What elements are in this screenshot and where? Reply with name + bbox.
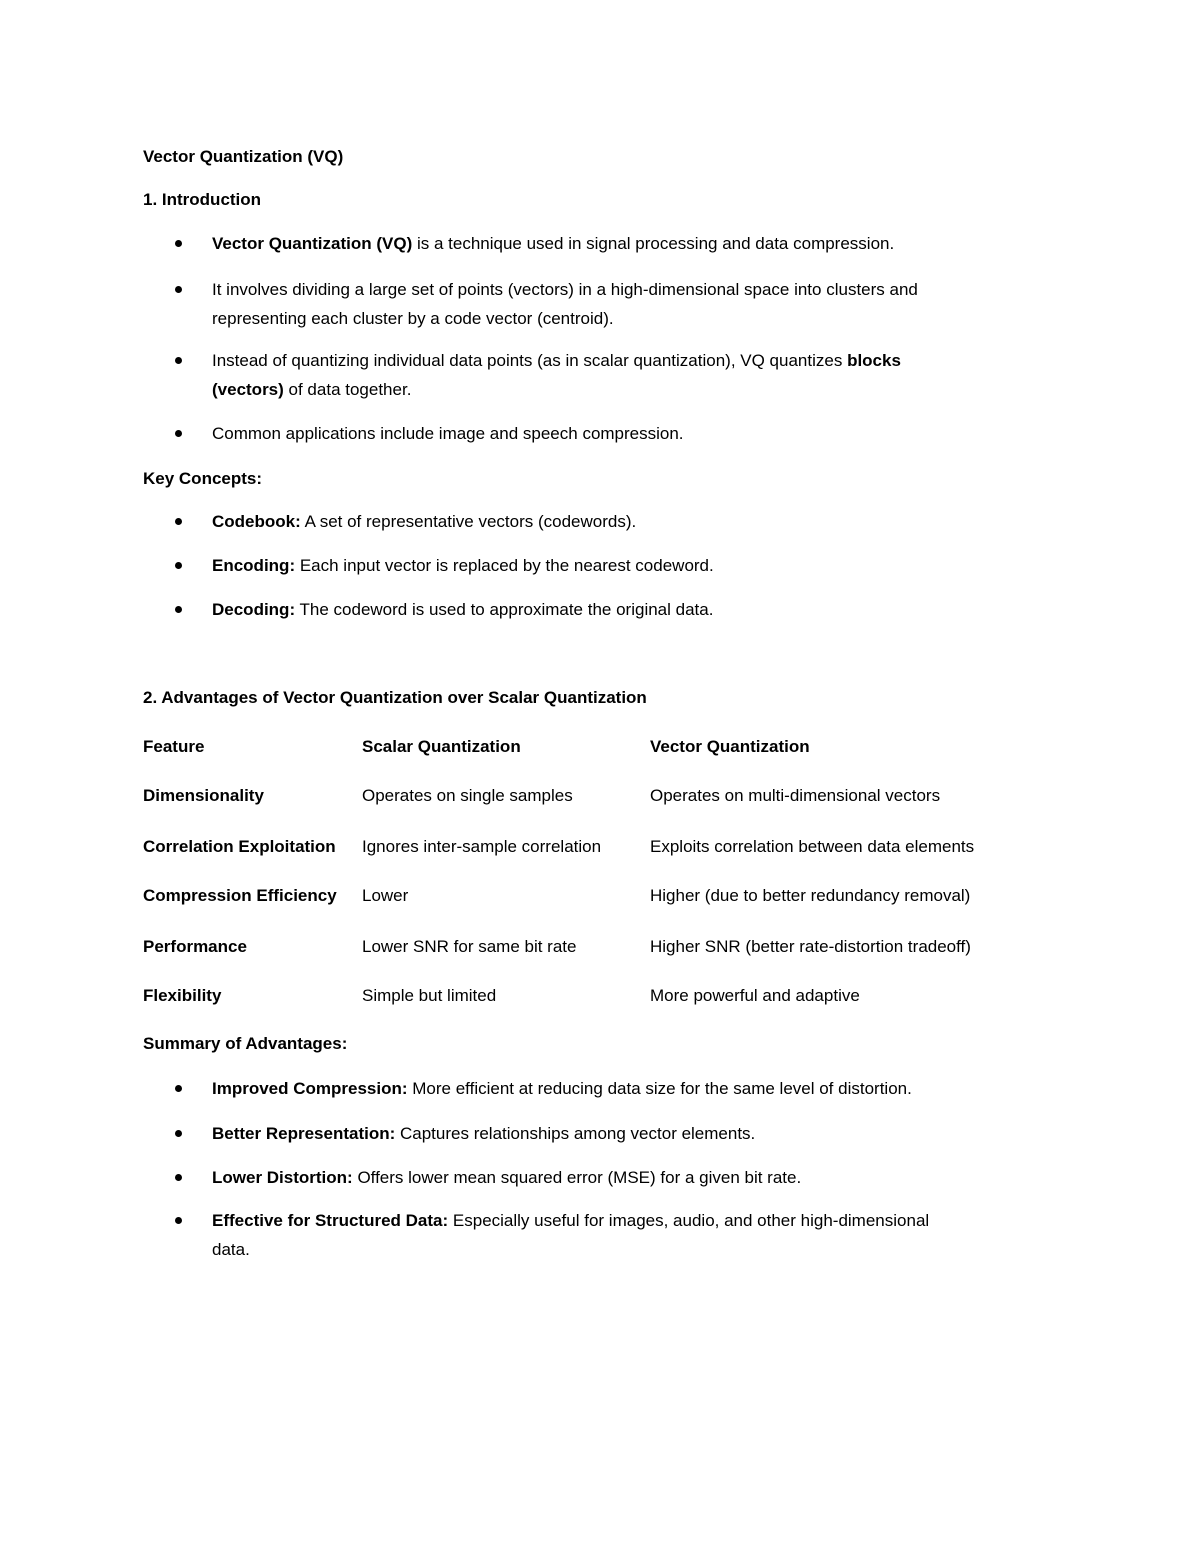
bullet-icon: [175, 1130, 182, 1137]
list-item: Instead of quantizing individual data points (as in scalar quantization), VQ quantizes blocks: [212, 351, 901, 370]
bullet-icon: [175, 606, 182, 613]
table-row-label: Performance: [143, 937, 247, 956]
table-cell: Operates on single samples: [362, 786, 573, 805]
table-cell: Higher (due to better redundancy removal): [650, 886, 971, 905]
table-cell: Lower SNR for same bit rate: [362, 937, 577, 956]
list-item: It involves dividing a large set of points (vectors) in a high-dimensional space into clusters and: [212, 280, 918, 299]
table-cell: Higher SNR (better rate-distortion tradeoff): [650, 937, 971, 956]
table-row-label: Dimensionality: [143, 786, 264, 805]
list-item-continuation: data.: [212, 1240, 250, 1259]
table-row-label: Correlation Exploitation: [143, 837, 336, 856]
table-header-cell: Scalar Quantization: [362, 737, 521, 756]
list-item: Better Representation: Captures relationships among vector elements.: [212, 1124, 756, 1143]
table-cell: Lower: [362, 886, 409, 905]
table-cell: Operates on multi-dimensional vectors: [650, 786, 941, 805]
list-item: Encoding: Each input vector is replaced by the nearest codeword.: [212, 556, 714, 575]
list-item-continuation: (vectors) of data together.: [212, 380, 412, 399]
table-cell: Simple but limited: [362, 986, 497, 1005]
list-item: Codebook: A set of representative vectors (codewords).: [212, 512, 637, 531]
list-item-continuation: representing each cluster by a code vector (centroid).: [212, 309, 614, 328]
table-cell: Exploits correlation between data elements: [650, 837, 975, 856]
bullet-icon: [175, 1174, 182, 1181]
bullet-icon: [175, 1085, 182, 1092]
bullet-icon: [175, 357, 182, 364]
section-heading-introduction: 1. Introduction: [143, 190, 262, 209]
key-concepts-heading: Key Concepts:: [143, 469, 263, 488]
table-header-cell: Feature: [143, 737, 205, 756]
summary-heading: Summary of Advantages:: [143, 1034, 348, 1053]
document-title: Vector Quantization (VQ): [143, 147, 344, 166]
table-cell: Ignores inter-sample correlation: [362, 837, 602, 856]
table-row-label: Flexibility: [143, 986, 222, 1005]
bullet-icon: [175, 1217, 182, 1224]
section-heading-advantages: 2. Advantages of Vector Quantization over Scalar Quantization: [143, 688, 647, 707]
bullet-icon: [175, 240, 182, 247]
table-header-cell: Vector Quantization: [650, 737, 810, 756]
list-item: Improved Compression: More efficient at reducing data size for the same level of distortion.: [212, 1079, 912, 1098]
list-item: Lower Distortion: Offers lower mean squared error (MSE) for a given bit rate.: [212, 1168, 802, 1187]
list-item: Effective for Structured Data: Especially useful for images, audio, and other high-dimensional: [212, 1211, 930, 1230]
list-item: Vector Quantization (VQ) is a technique used in signal processing and data compression.: [212, 234, 895, 253]
list-item: Common applications include image and speech compression.: [212, 424, 684, 443]
bullet-icon: [175, 518, 182, 525]
table-row-label: Compression Efficiency: [143, 886, 337, 905]
table-cell: More powerful and adaptive: [650, 986, 860, 1005]
list-item: Decoding: The codeword is used to approximate the original data.: [212, 600, 714, 619]
bullet-icon: [175, 562, 182, 569]
bullet-icon: [175, 430, 182, 437]
bullet-icon: [175, 286, 182, 293]
